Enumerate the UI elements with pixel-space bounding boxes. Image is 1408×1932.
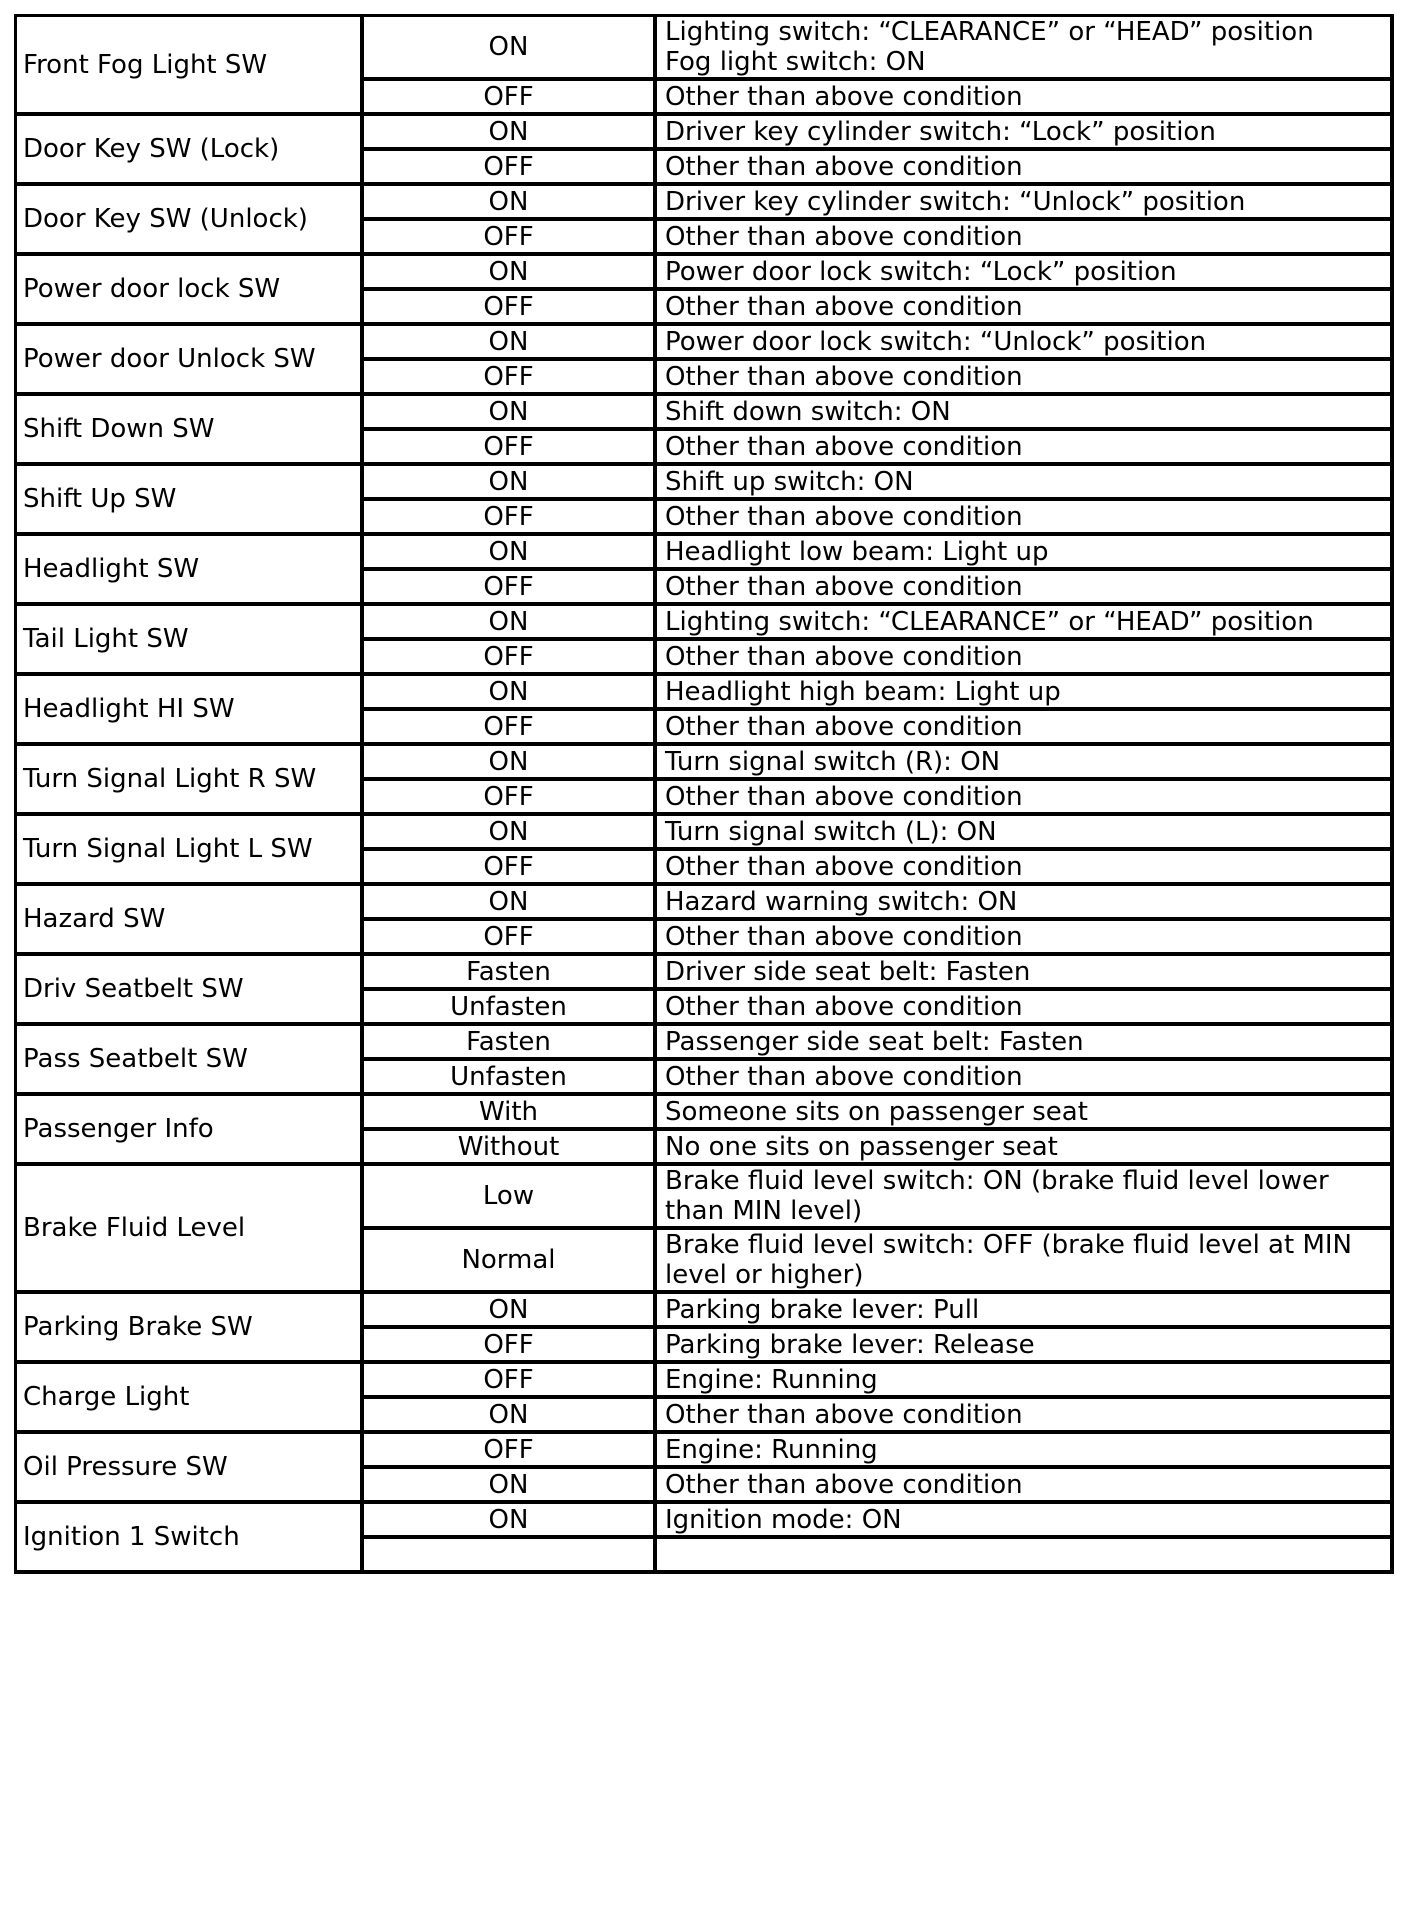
condition-cell: Parking brake lever: Pull	[657, 1294, 1394, 1329]
item-name-cell: Headlight HI SW	[17, 676, 364, 746]
value-cell: ON	[364, 1469, 657, 1504]
item-name-cell: Brake Fluid Level	[17, 1166, 364, 1294]
condition-cell: Other than above condition	[657, 641, 1394, 676]
item-name-cell: Turn Signal Light R SW	[17, 746, 364, 816]
condition-cell: No one sits on passenger seat	[657, 1131, 1394, 1166]
value-cell: OFF	[364, 1434, 657, 1469]
condition-cell: Passenger side seat belt: Fasten	[657, 1026, 1394, 1061]
table-row	[17, 536, 1394, 571]
table-row	[17, 256, 1394, 291]
value-cell: ON	[364, 396, 657, 431]
value-cell: ON	[364, 606, 657, 641]
value-cell: ON	[364, 466, 657, 501]
item-name-cell: Driv Seatbelt SW	[17, 956, 364, 1026]
condition-cell: Driver side seat belt: Fasten	[657, 956, 1394, 991]
table-row	[17, 886, 1394, 921]
value-cell: OFF	[364, 361, 657, 396]
condition-cell: Driver key cylinder switch: “Unlock” position	[657, 186, 1394, 221]
condition-cell: Other than above condition	[657, 571, 1394, 606]
value-cell: ON	[364, 816, 657, 851]
table-row	[17, 606, 1394, 641]
table-row	[17, 1166, 1394, 1230]
item-name-cell: Passenger Info	[17, 1096, 364, 1166]
condition-cell: Other than above condition	[657, 1061, 1394, 1096]
value-cell: ON	[364, 1399, 657, 1434]
condition-cell: Other than above condition	[657, 501, 1394, 536]
condition-cell: Other than above condition	[657, 361, 1394, 396]
table-row	[17, 746, 1394, 781]
value-cell: OFF	[364, 711, 657, 746]
item-name-cell: Door Key SW (Lock)	[17, 116, 364, 186]
value-cell: OFF	[364, 641, 657, 676]
condition-cell: Brake fluid level switch: ON (brake fluid level lower than MIN level)	[657, 1166, 1394, 1230]
value-cell: ON	[364, 256, 657, 291]
value-cell: Unfasten	[364, 991, 657, 1026]
table-row	[17, 396, 1394, 431]
condition-cell: Other than above condition	[657, 151, 1394, 186]
condition-cell: Turn signal switch (L): ON	[657, 816, 1394, 851]
item-name-cell: Ignition 1 Switch	[17, 1504, 364, 1574]
condition-cell: Engine: Running	[657, 1434, 1394, 1469]
condition-cell: Shift up switch: ON	[657, 466, 1394, 501]
table-row	[17, 1294, 1394, 1329]
table-row	[17, 1026, 1394, 1061]
value-cell: OFF	[364, 221, 657, 256]
condition-cell: Lighting switch: “CLEARANCE” or “HEAD” position	[657, 606, 1394, 641]
value-cell: OFF	[364, 571, 657, 606]
condition-cell: Other than above condition	[657, 781, 1394, 816]
item-name-cell: Front Fog Light SW	[17, 17, 364, 116]
value-cell: Unfasten	[364, 1061, 657, 1096]
item-name-cell: Charge Light	[17, 1364, 364, 1434]
value-cell: Low	[364, 1166, 657, 1230]
condition-cell: Shift down switch: ON	[657, 396, 1394, 431]
value-cell: Fasten	[364, 1026, 657, 1061]
condition-cell: Other than above condition	[657, 711, 1394, 746]
condition-cell: Brake fluid level switch: OFF (brake fluid level at MIN level or higher)	[657, 1230, 1394, 1294]
value-cell: ON	[364, 1504, 657, 1539]
value-cell: OFF	[364, 291, 657, 326]
value-cell: ON	[364, 326, 657, 361]
table-row	[17, 1364, 1394, 1399]
table-row	[17, 326, 1394, 361]
table-row	[17, 116, 1394, 151]
table-row	[17, 816, 1394, 851]
condition-cell: Other than above condition	[657, 851, 1394, 886]
item-name-cell: Power door Unlock SW	[17, 326, 364, 396]
item-name-cell: Tail Light SW	[17, 606, 364, 676]
condition-cell: Headlight high beam: Light up	[657, 676, 1394, 711]
value-cell	[364, 1539, 657, 1574]
data-monitor-table	[14, 14, 1394, 1574]
condition-cell: Other than above condition	[657, 1399, 1394, 1434]
table-row	[17, 466, 1394, 501]
condition-cell: Turn signal switch (R): ON	[657, 746, 1394, 781]
condition-cell: Other than above condition	[657, 991, 1394, 1026]
value-cell: OFF	[364, 781, 657, 816]
value-cell: OFF	[364, 151, 657, 186]
table-row	[17, 1096, 1394, 1131]
value-cell: ON	[364, 746, 657, 781]
value-cell: OFF	[364, 501, 657, 536]
value-cell: ON	[364, 536, 657, 571]
condition-cell: Other than above condition	[657, 81, 1394, 116]
value-cell: OFF	[364, 851, 657, 886]
condition-cell: Other than above condition	[657, 1469, 1394, 1504]
value-cell: Without	[364, 1131, 657, 1166]
condition-cell: Other than above condition	[657, 221, 1394, 256]
condition-cell: Power door lock switch: “Unlock” position	[657, 326, 1394, 361]
item-name-cell: Pass Seatbelt SW	[17, 1026, 364, 1096]
value-cell: OFF	[364, 431, 657, 466]
table-row	[17, 17, 1394, 81]
value-cell: With	[364, 1096, 657, 1131]
value-cell: ON	[364, 1294, 657, 1329]
condition-cell: Someone sits on passenger seat	[657, 1096, 1394, 1131]
value-cell: OFF	[364, 921, 657, 956]
value-cell: OFF	[364, 81, 657, 116]
table-row	[17, 1434, 1394, 1469]
condition-cell: Other than above condition	[657, 291, 1394, 326]
condition-cell: Hazard warning switch: ON	[657, 886, 1394, 921]
item-name-cell: Oil Pressure SW	[17, 1434, 364, 1504]
item-name-cell: Hazard SW	[17, 886, 364, 956]
item-name-cell: Door Key SW (Unlock)	[17, 186, 364, 256]
item-name-cell: Headlight SW	[17, 536, 364, 606]
value-cell: ON	[364, 17, 657, 81]
condition-cell	[657, 1539, 1394, 1574]
table-row	[17, 956, 1394, 991]
value-cell: ON	[364, 676, 657, 711]
value-cell: ON	[364, 886, 657, 921]
table-row	[17, 1504, 1394, 1539]
item-name-cell: Shift Down SW	[17, 396, 364, 466]
condition-cell: Ignition mode: ON	[657, 1504, 1394, 1539]
condition-cell: Engine: Running	[657, 1364, 1394, 1399]
condition-cell: Lighting switch: “CLEARANCE” or “HEAD” position Fog light switch: ON	[657, 17, 1394, 81]
value-cell: ON	[364, 116, 657, 151]
condition-cell: Other than above condition	[657, 921, 1394, 956]
table-body	[17, 17, 1394, 1574]
value-cell: ON	[364, 186, 657, 221]
item-name-cell: Power door lock SW	[17, 256, 364, 326]
condition-cell: Other than above condition	[657, 431, 1394, 466]
item-name-cell: Turn Signal Light L SW	[17, 816, 364, 886]
value-cell: OFF	[364, 1364, 657, 1399]
value-cell: OFF	[364, 1329, 657, 1364]
condition-cell: Driver key cylinder switch: “Lock” position	[657, 116, 1394, 151]
item-name-cell: Shift Up SW	[17, 466, 364, 536]
condition-cell: Parking brake lever: Release	[657, 1329, 1394, 1364]
value-cell: Fasten	[364, 956, 657, 991]
value-cell: Normal	[364, 1230, 657, 1294]
table-row	[17, 186, 1394, 221]
condition-cell: Headlight low beam: Light up	[657, 536, 1394, 571]
condition-cell: Power door lock switch: “Lock” position	[657, 256, 1394, 291]
table-row	[17, 676, 1394, 711]
item-name-cell: Parking Brake SW	[17, 1294, 364, 1364]
